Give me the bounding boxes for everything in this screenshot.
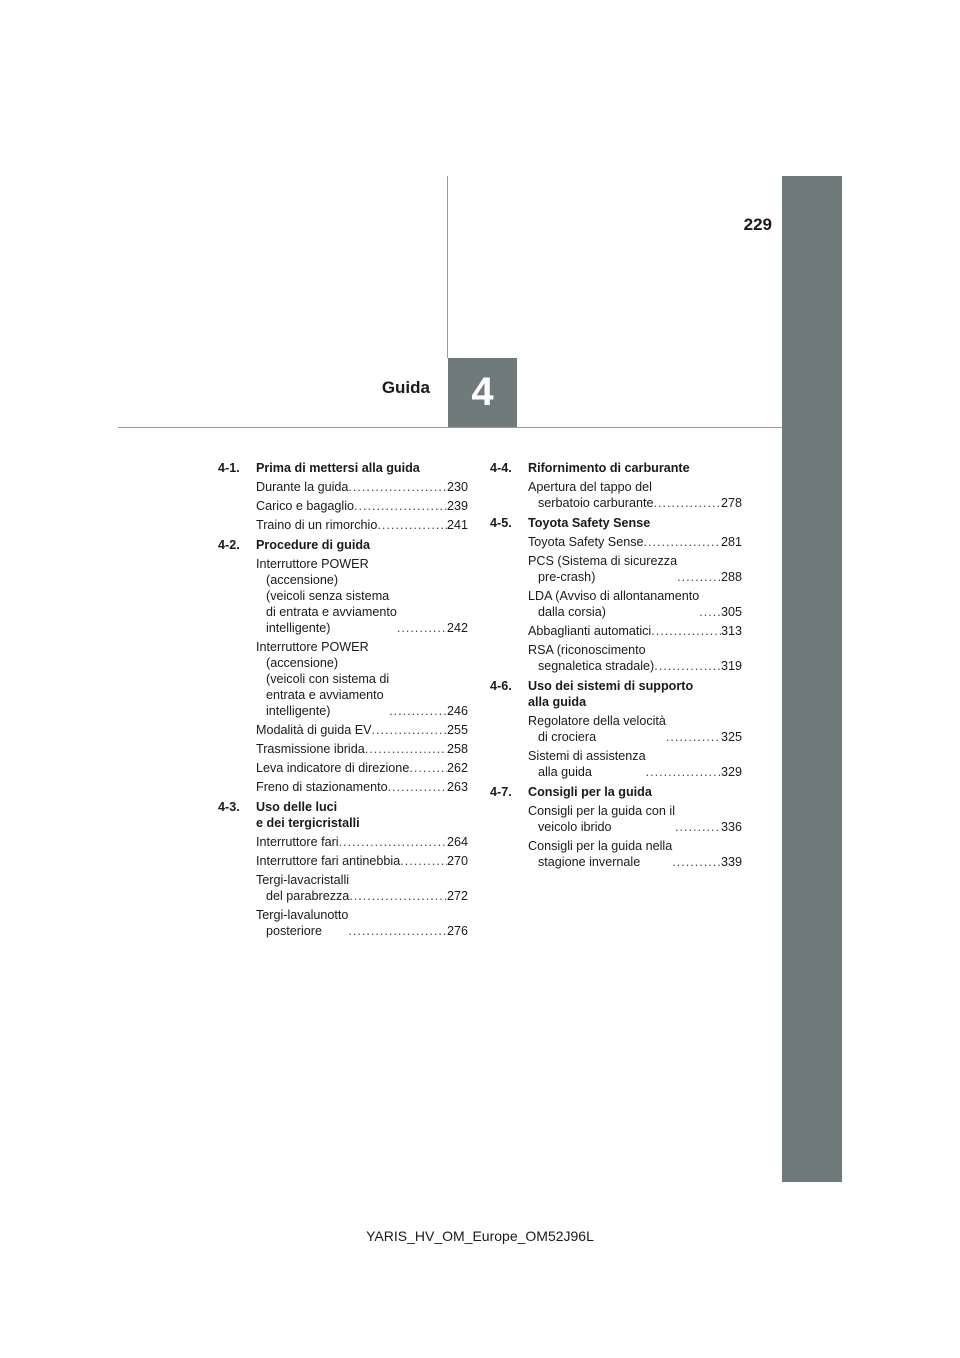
toc-entry-page: 276 [446,924,468,938]
toc-section-title: Uso dei sistemi di supporto alla guida [528,679,694,709]
toc-entry-title: Leva indicatore di direzione [256,761,410,775]
toc-entry[interactable] [490,553,742,585]
toc-column-right [490,460,742,874]
toc-entry-page: 313 [720,624,742,638]
toc-entry[interactable] [490,838,742,870]
toc-entry-title: Consigli per la guida nella stagione invernale [528,839,673,869]
toc-section [490,460,742,511]
toc-section [490,678,742,780]
toc-entry-title: Trasmissione ibrida [256,742,365,756]
toc-dot-leader [388,779,447,795]
chapter-title: Guida [381,378,430,397]
toc-section [490,515,742,674]
toc-section-heading [218,799,468,831]
toc-section-heading [490,460,742,476]
toc-entry-page: 264 [446,835,468,849]
toc-entry-title: Interruttore POWER (accensione) (veicoli con sistema di entrata e avviamento intelligente) [256,640,390,718]
toc-entry[interactable] [218,498,468,514]
page-number: 229 [743,215,772,234]
toc-section [490,784,742,870]
toc-section-number: 4-5. [490,516,512,530]
toc-dot-leader [339,834,447,850]
toc-entry-title: Abbaglianti automatici [528,624,652,638]
toc-section-title: Prima di mettersi alla guida [256,461,420,475]
toc-entry-page: 288 [720,570,742,584]
toc-entry-title: Regolatore della velocità di crociera [528,714,666,744]
toc-entry-title: Freno di stazionamento [256,780,388,794]
toc-column-left [218,460,468,943]
toc-section-heading [218,460,468,476]
toc-entry-title: Tergi-lavalunotto posteriore [256,908,349,938]
toc-entry-page: 241 [446,518,468,532]
toc-dot-leader [699,604,721,620]
toc-entry-title: Consigli per la guida con il veicolo ibrido [528,804,676,834]
toc-dot-leader [646,764,721,780]
toc-dot-leader [644,534,721,550]
toc-entry[interactable] [490,642,742,674]
toc-entry-title: Sistemi di assistenza alla guida [528,749,646,779]
toc-entry-page: 230 [446,480,468,494]
chapter-number-box [448,358,517,427]
toc-section-title: Procedure di guida [256,538,371,552]
toc-entry[interactable] [218,722,468,738]
toc-dot-leader [666,729,721,745]
toc-entry[interactable] [218,741,468,757]
toc-entry-title: Apertura del tappo del serbatoio carburante [528,480,654,510]
toc-entry-page: 262 [446,761,468,775]
toc-entry-page: 339 [720,855,742,869]
toc-entry[interactable] [218,853,468,869]
toc-entry[interactable] [490,748,742,780]
toc-dot-leader [348,923,447,939]
toc-entry-page: 270 [446,854,468,868]
toc-entry-title: LDA (Avviso di allontanamento dalla corsia) [528,589,700,619]
toc-section [218,799,468,939]
toc-entry-title: Tergi-lavacristalli del parabrezza [256,873,350,903]
toc-section-title: Rifornimento di carburante [528,461,690,475]
toc-dot-leader [677,569,721,585]
toc-entry-page: 272 [446,889,468,903]
toc-entry-page: 281 [720,535,742,549]
toc-section-title: Uso delle luci e dei tergicristalli [256,800,360,830]
toc-section-heading [490,515,742,531]
toc-entry-page: 246 [446,704,468,718]
toc-section-heading [490,784,742,800]
toc-section-heading [490,678,742,710]
toc-section-number: 4-6. [490,679,512,693]
toc-entry-page: 336 [720,820,742,834]
toc-dot-leader [397,620,447,636]
toc-dot-leader [400,853,447,869]
header-vertical-divider [447,176,448,358]
toc-entry-page: 239 [446,499,468,513]
toc-dot-leader [354,498,447,514]
toc-dot-leader [654,495,721,511]
toc-entry-page: 242 [446,621,468,635]
toc-dot-leader [377,517,447,533]
toc-dot-leader [348,479,447,495]
toc-dot-leader [672,854,721,870]
toc-entry[interactable] [218,639,468,719]
toc-entry-page: 319 [720,659,742,673]
toc-entry-title: PCS (Sistema di sicurezza pre-crash) [528,554,678,584]
toc-section-heading [218,537,468,553]
toc-dot-leader [365,741,447,757]
toc-entry[interactable] [490,534,742,550]
toc-dot-leader [389,703,447,719]
toc-entry[interactable] [218,556,468,636]
toc-entry-page: 325 [720,730,742,744]
toc-entry-title: RSA (riconoscimento segnaletica stradale) [528,643,655,673]
toc-entry[interactable] [218,872,468,904]
toc-entry-page: 305 [720,605,742,619]
toc-entry-page: 278 [720,496,742,510]
toc-dot-leader [651,623,721,639]
toc-entry[interactable] [490,623,742,639]
toc-section-number: 4-1. [218,461,240,475]
toc-section-number: 4-4. [490,461,512,475]
toc-entry[interactable] [490,588,742,620]
toc-section-title: Consigli per la guida [528,785,652,799]
toc-dot-leader [675,819,721,835]
toc-entry-title: Interruttore fari antinebbia [256,854,401,868]
toc-entry[interactable] [218,779,468,795]
toc-dot-leader [349,888,447,904]
toc-entry-title: Interruttore fari [256,835,339,849]
document-footer: YARIS_HV_OM_Europe_OM52J96L [366,1228,594,1244]
toc-section-number: 4-3. [218,800,240,814]
toc-entry[interactable] [218,907,468,939]
toc-entry-page: 329 [720,765,742,779]
toc-dot-leader [654,658,721,674]
toc-entry-title: Toyota Safety Sense [528,535,644,549]
toc-entry-title: Durante la guida [256,480,349,494]
toc-entry[interactable] [490,713,742,745]
toc-section [218,460,468,533]
toc-entry-page: 255 [446,723,468,737]
toc-entry[interactable] [490,479,742,511]
toc-section-number: 4-2. [218,538,240,552]
toc-section-number: 4-7. [490,785,512,799]
toc-entry[interactable] [218,760,468,776]
chapter-side-tab [782,176,842,1182]
toc-dot-leader [372,722,447,738]
toc-section-title: Toyota Safety Sense [528,516,651,530]
chapter-number: 4 [471,370,494,414]
toc-entry-title: Interruttore POWER (accensione) (veicoli senza sistema di entrata e avviamento intelligente) [256,557,397,635]
toc-entry-page: 258 [446,742,468,756]
toc-section [218,537,468,795]
toc-entry[interactable] [218,479,468,495]
toc-entry-title: Modalità di guida EV [256,723,372,737]
header-horizontal-divider [118,427,782,428]
toc-entry[interactable] [218,517,468,533]
toc-dot-leader [409,760,447,776]
toc-entry[interactable] [490,803,742,835]
toc-entry-page: 263 [446,780,468,794]
toc-entry-title: Carico e bagaglio [256,499,355,513]
toc-entry[interactable] [218,834,468,850]
toc-entry-title: Traino di un rimorchio [256,518,378,532]
